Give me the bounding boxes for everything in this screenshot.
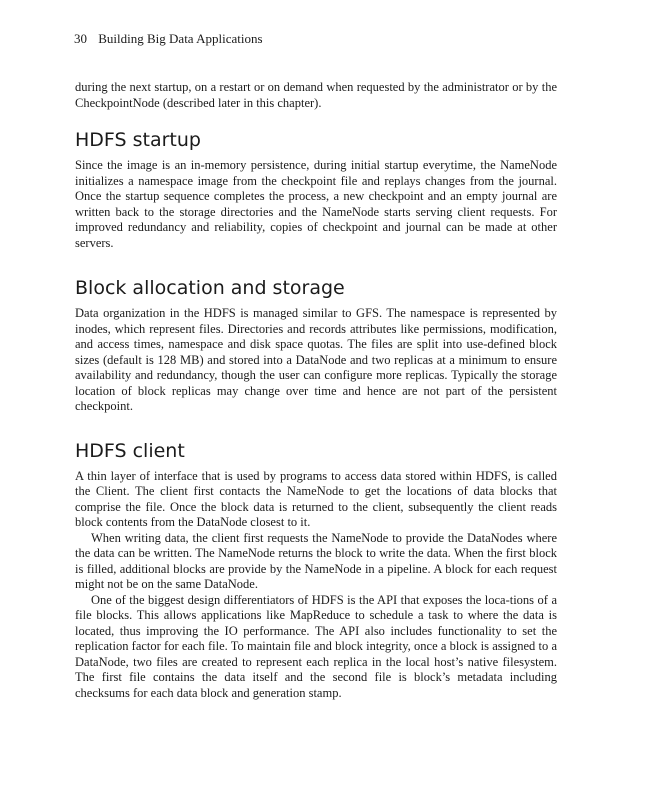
section-heading-block-allocation: Block allocation and storage — [75, 277, 345, 299]
hdfs-client-paragraph-3: One of the biggest design differentiators of HDFS is the API that exposes the loca-tions of a file blocks. This allows applications like MapReduce to schedule a task to where the data is located, thus improving the IO performance. The API also includes functionality to set the replication factor for each file. To maintain file and block integrity, once a block is assigned to a DataNode, two files are created to represent each replica in the local host’s native filesystem. The first file contains the data itself and the second file is block’s metadata including checksums for each data block and generation stamp. — [75, 592, 557, 700]
section-heading-hdfs-client: HDFS client — [75, 439, 185, 462]
page-body — [75, 80, 557, 701]
intro-paragraph: during the next startup, on a restart or on demand when requested by the administrator or by the CheckpointNode (described later in this chapter). — [75, 80, 557, 110]
page-number: 30 — [74, 31, 87, 46]
block-allocation-paragraph: Data organization in the HDFS is managed similar to GFS. The namespace is represented by inodes, which represent files. Directories and records attributes like permissions, modification, and access times, namespace and disk space quotas. The files are split into use-defined block sizes (default is 128 MB) and stored into a DataNode and two replicas at a minimum to ensure availability and redundancy, though the user can configure more replicas. Typically the storage location of block replicas may change over time and hence are not part of the persistent checkpoint. — [75, 306, 557, 413]
hdfs-client-paragraph-2: When writing data, the client first requests the NameNode to provide the DataNodes where the data can be written. The NameNode returns the block to write the data. When the first block is filled, additional blocks are provide by the NameNode in a pipeline. A block for each request might not be on the same DataNode. — [75, 530, 557, 591]
running-header — [74, 31, 263, 47]
hdfs-startup-paragraph: Since the image is an in-memory persistence, during initial startup everytime, the NameNode initializes a namespace image from the checkpoint file and replays changes from the journal. Once the startup sequence completes the process, a new checkpoint and an empty journal are written back to the storage directories and the NameNode starts serving client requests. For improved redundancy and reliability, copies of checkpoint and journal can be made at other servers. — [75, 158, 557, 250]
book-title: Building Big Data Applications — [98, 31, 263, 46]
section-heading-hdfs-startup: HDFS startup — [75, 129, 201, 151]
hdfs-client-paragraph-1: A thin layer of interface that is used by programs to access data stored within HDFS, is called the Client. The client first contacts the NameNode to get the locations of data blocks that comprise the file. Once the block data is returned to the client, subsequently the client reads block contents from the DataNode closest to it. — [75, 468, 557, 529]
